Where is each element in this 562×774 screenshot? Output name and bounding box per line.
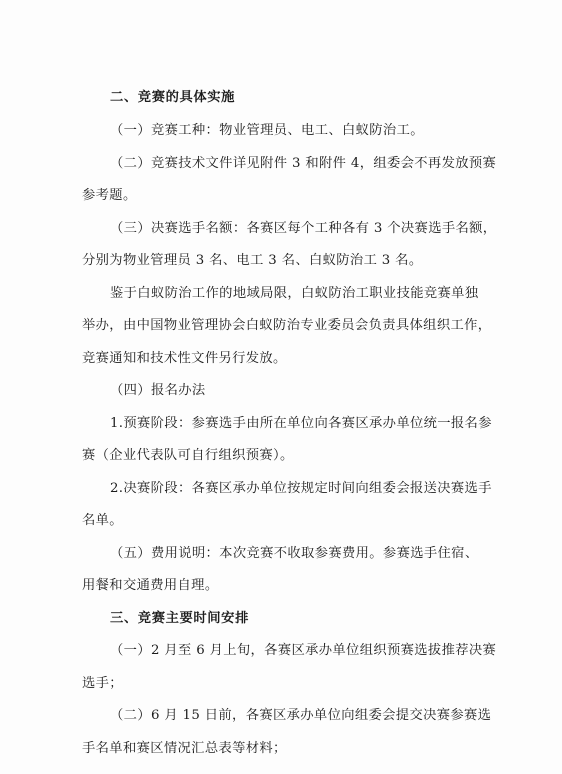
paragraph-line: 1.预赛阶段：参赛选手由所在单位向各赛区承办单位统一报名参	[110, 416, 492, 431]
paragraph-line: 2.决赛阶段：各赛区承办单位按规定时间向组委会报送决赛选手	[110, 481, 492, 496]
paragraph-line: 参考题。	[82, 188, 137, 203]
paragraph-line: 手名单和赛区情况汇总表等材料；	[82, 741, 287, 756]
paragraph-line: （一）2 月至 6 月上旬，各赛区承办单位组织预赛选拔推荐决赛	[110, 643, 497, 658]
section-heading-2: 二、竞赛的具体实施	[110, 90, 236, 105]
section-heading-3: 三、竞赛主要时间安排	[110, 611, 249, 626]
paragraph-line: 名单。	[82, 513, 123, 528]
paragraph-line: 分别为物业管理员 3 名、电工 3 名、白蚁防治工 3 名。	[82, 253, 423, 268]
paragraph-line: （二）竞赛技术文件详见附件 3 和附件 4，组委会不再发放预赛	[110, 156, 497, 171]
paragraph-line: （三）决赛选手名额：各赛区每个工种各有 3 个决赛选手名额，	[110, 221, 497, 236]
paragraph-line: （五）费用说明：本次竞赛不收取参赛费用。参赛选手住宿、	[110, 546, 479, 561]
paragraph-line: 竞赛通知和技术性文件另行发放。	[82, 351, 287, 366]
subsection-heading: （四）报名办法	[110, 383, 206, 398]
paragraph-line: 举办，由中国物业管理协会白蚁防治专业委员会负责具体组织工作，	[82, 318, 492, 333]
paragraph-line: 鉴于白蚁防治工作的地域局限，白蚁防治工职业技能竞赛单独	[110, 286, 479, 301]
paragraph-line: （二）6 月 15 日前，各赛区承办单位向组委会提交决赛参赛选	[110, 708, 492, 723]
paragraph-line: 赛（企业代表队可自行组织预赛）。	[82, 448, 294, 463]
paragraph-line: 用餐和交通费用自理。	[82, 578, 219, 593]
paragraph-line: 选手；	[82, 676, 123, 691]
paragraph-line: （一）竞赛工种：物业管理员、电工、白蚁防治工。	[110, 123, 424, 138]
